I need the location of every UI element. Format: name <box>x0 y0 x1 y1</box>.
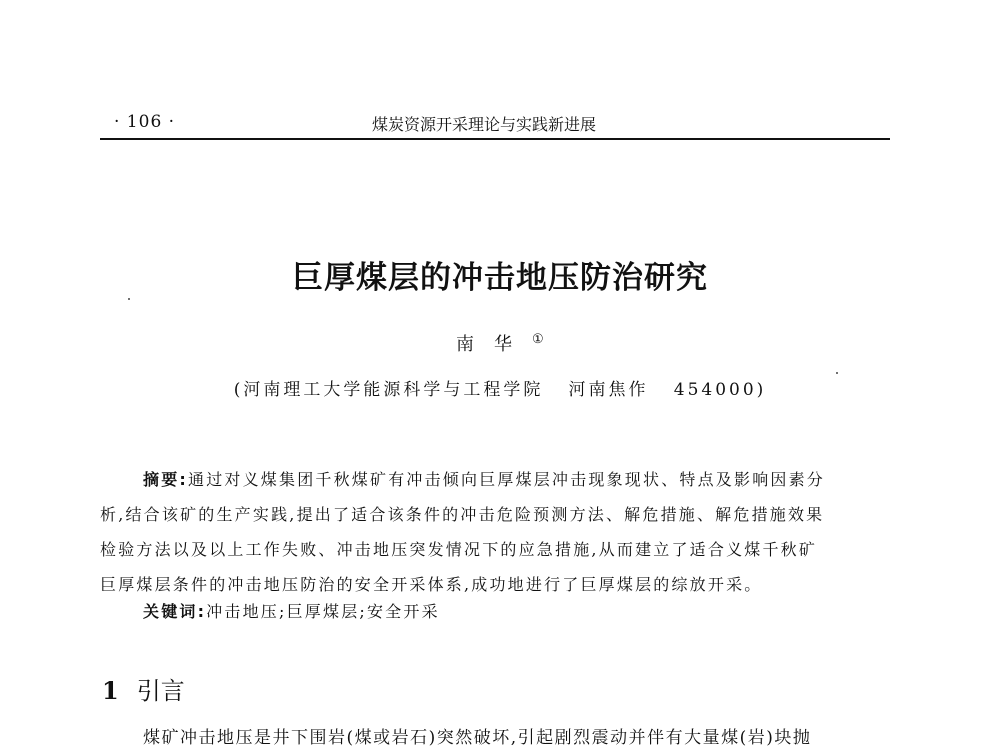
keywords-label: 关键词: <box>143 602 207 621</box>
abstract <box>100 467 890 607</box>
abstract-line: 检验方法以及以上工作失败、冲击地压突发情况下的应急措施,从而建立了适合义煤千秋矿 <box>100 540 818 559</box>
page-number: · 106 · <box>114 112 176 132</box>
scan-speck <box>836 372 838 374</box>
article-title: 巨厚煤层的冲击地压防治研究 <box>292 260 708 296</box>
section-title: 引言 <box>136 677 185 705</box>
abstract-text: 通过对义煤集团千秋煤矿有冲击倾向巨厚煤层冲击现象现状、特点及影响因素分 <box>188 470 826 489</box>
keywords-text: 冲击地压;巨厚煤层;安全开采 <box>206 602 440 621</box>
author-footnote-marker: ① <box>532 332 544 347</box>
abstract-line: 巨厚煤层条件的冲击地压防治的安全开采体系,成功地进行了巨厚煤层的综放开采。 <box>100 575 763 594</box>
abstract-line <box>100 467 890 502</box>
running-header <box>100 108 890 138</box>
abstract-label: 摘要: <box>143 470 188 489</box>
author <box>456 330 544 356</box>
book-title: 煤炭资源开采理论与实践新进展 <box>372 115 597 134</box>
section-number: 1 <box>102 676 119 705</box>
scan-speck <box>128 298 130 300</box>
keywords <box>143 599 440 622</box>
body-text-line: 煤矿冲击地压是井下围岩(煤或岩石)突然破坏,引起剧烈震动并伴有大量煤(岩)块抛 <box>143 728 812 748</box>
affiliation: (河南理工大学能源科学与工程学院 河南焦作 454000) <box>233 380 767 400</box>
section-heading <box>102 671 185 706</box>
abstract-line: 析,结合该矿的生产实践,提出了适合该条件的冲击危险预测方法、解危措施、解危措施效果 <box>100 505 825 524</box>
author-name: 南华 <box>456 334 532 355</box>
header-rule <box>100 138 890 140</box>
